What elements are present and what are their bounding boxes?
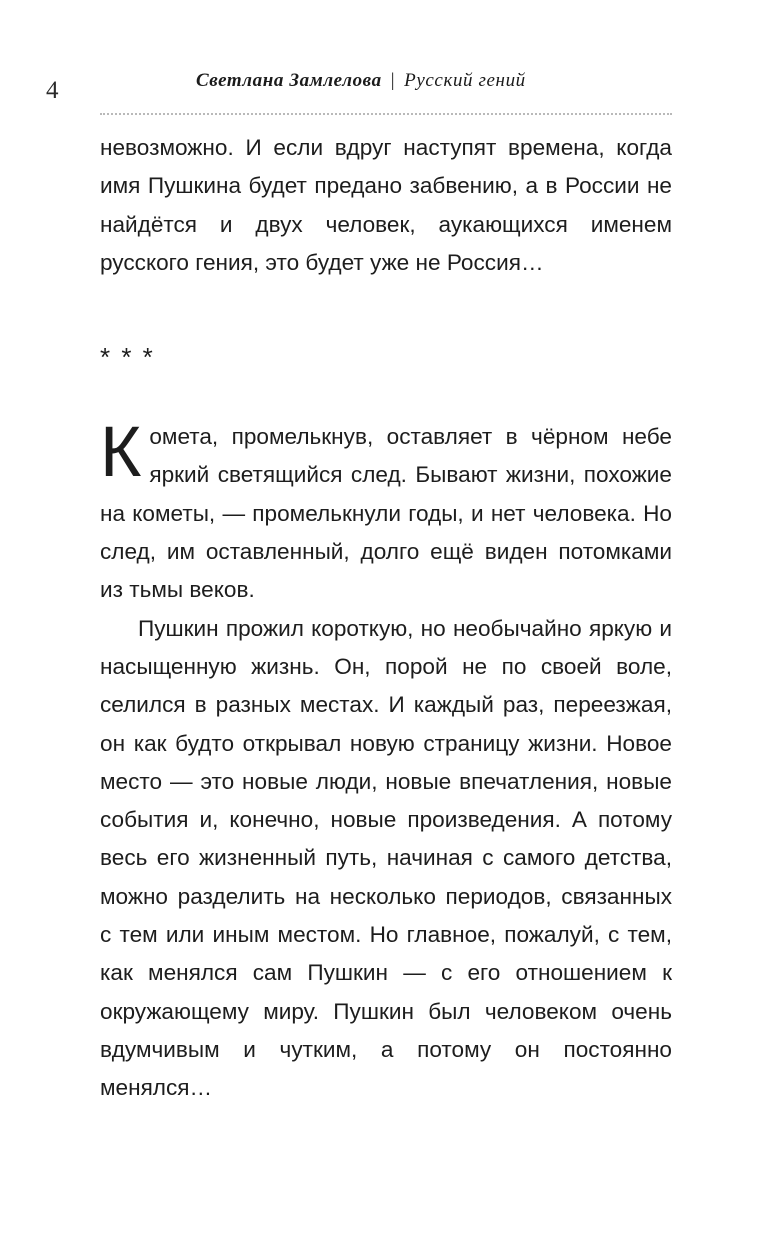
paragraph-continuation: невозможно. И если вдруг наступят времена, когда имя Пушкина будет предано забвению, а в России не найдётся и двух человек, аукающихся именем русского гения, это будет уже не Россия… [100,135,672,275]
running-head [46,64,672,120]
running-head-text [196,70,526,92]
running-head-title: Русский гений [404,70,526,91]
header-divider-rule [100,113,672,115]
section-divider-asterisks: * * * [100,342,155,373]
page-number: 4 [46,77,59,104]
paragraph-second: Пушкин прожил короткую, но необычайно яркую и насыщенную жизнь. Он, порой не по своей воле, селился в разных местах. И каждый раз, переезжая, он как будто открывал новую страницу жизни. Новое место — это новые люди, новые впечатления, новые события и, конечно, новые произведения. А потому весь его жизненный путь, начиная с самого детства, можно разделить на несколько периодов, связанных с тем или иным местом. Но главное, пожалуй, с тем, как менялся сам Пушкин — с его отношением к окружающему миру. Пушкин был человеком очень вдумчивым и чутким, а потому он постоянно менялся… [100,615,672,1101]
text-column [100,129,672,1108]
drop-cap-letter: К [100,413,142,493]
paragraph-with-dropcap [100,413,672,609]
running-head-author: Светлана Замлелова [196,70,382,91]
running-head-separator: | [390,70,396,91]
paragraph-dropcap-text: омета, промелькнув, оставляет в чёрном небе яркий светящийся след. Бывают жизни, похожие на кометы, — промелькнули годы, и нет человека. Но след, им оставленный, долго ещё виден потомками из тьмы веков. [100,424,672,603]
